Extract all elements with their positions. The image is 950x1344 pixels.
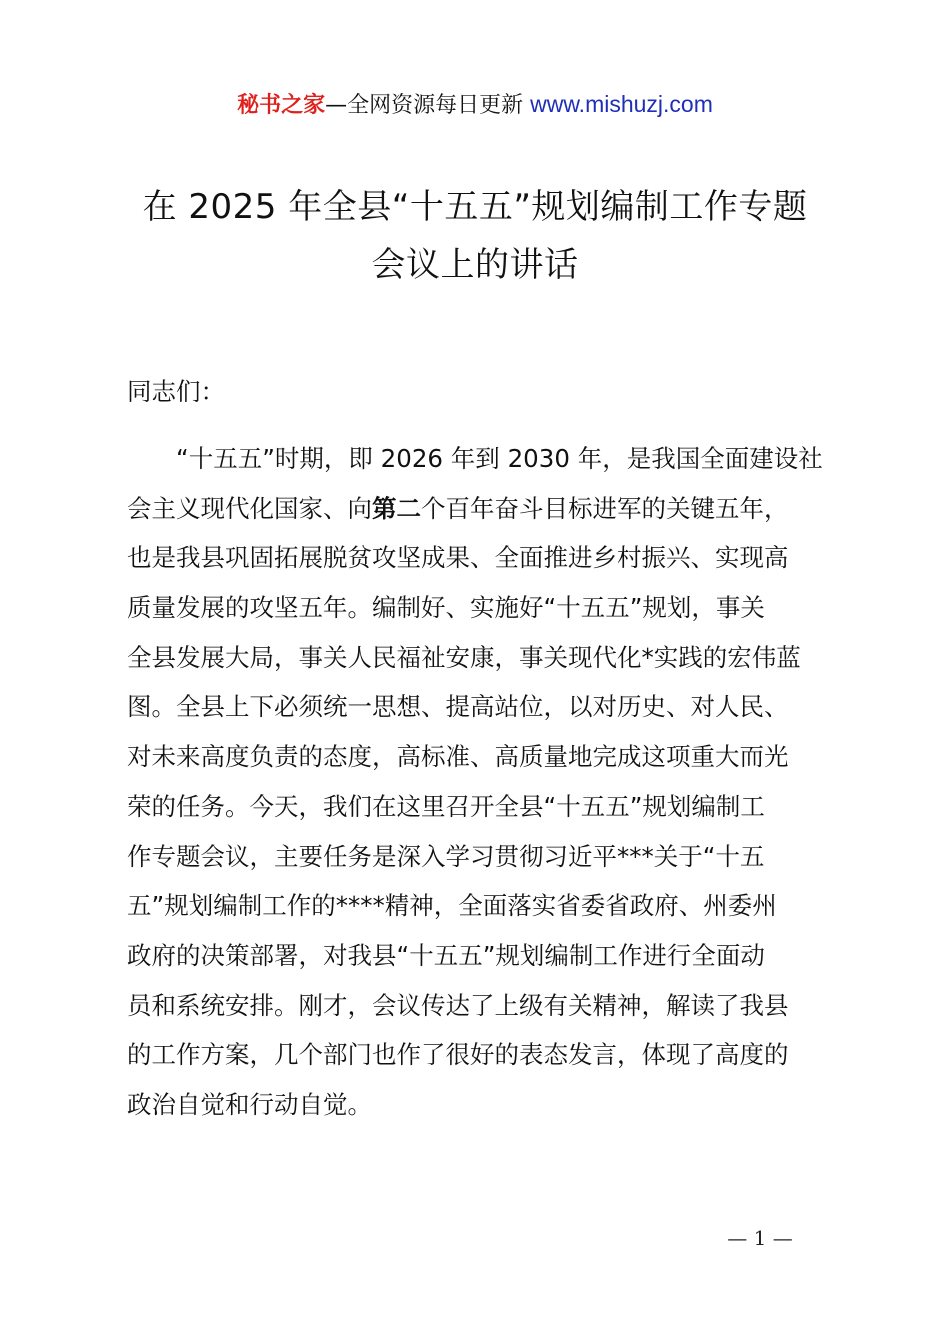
paragraph-line — [127, 484, 837, 534]
brand-name: 秘书之家 — [237, 93, 326, 118]
paragraph-line: 政治自觉和行动自觉。 — [127, 1089, 372, 1119]
page-number: — 1 — — [727, 1226, 793, 1250]
site-banner — [0, 86, 950, 124]
paragraph-line: 全县发展大局，事关人民福祉安康，事关现代化*实践的宏伟蓝 — [127, 642, 801, 672]
paragraph-line: 质量发展的攻坚五年。编制好、实施好“十五五”规划，事关 — [127, 593, 765, 623]
banner-tagline: —全网资源每日更新 — [325, 93, 531, 118]
document-title — [60, 178, 890, 294]
paragraph-line: 的工作方案，几个部门也作了很好的表态发言，体现了高度的 — [127, 1040, 789, 1070]
paragraph-line: 图。全县上下必须统一思想、提高站位，以对历史、对人民、 — [127, 692, 789, 722]
salutation: 同志们： — [127, 377, 225, 406]
title-line-2: 会议上的讲话 — [371, 245, 579, 285]
paragraph-line: 作专题会议，主要任务是深入学习贯彻习近平***关于“十五 — [127, 841, 765, 871]
paragraph-text: 个百年奋斗目标进军的关键五年， — [421, 493, 789, 523]
site-url-link[interactable]: www.mishuzj.com — [530, 91, 713, 117]
paragraph-line: 员和系统安排。刚才，会议传达了上级有关精神，解读了我县 — [127, 990, 789, 1020]
paragraph-line: 政府的决策部署，对我县“十五五”规划编制工作进行全面动 — [127, 940, 765, 970]
title-line-1: 在 2025 年全县“十五五”规划编制工作专题 — [142, 187, 808, 227]
paragraph-line: 对未来高度负责的态度，高标准、高质量地完成这项重大而光 — [127, 742, 789, 772]
paragraph-line: 五”规划编制工作的****精神，全面落实省委省政府、州委州 — [127, 891, 777, 921]
paragraph-line: 荣的任务。今天，我们在这里召开全县“十五五”规划编制工 — [127, 791, 765, 821]
body-paragraph — [127, 434, 837, 1130]
bold-emphasis: 第二 — [372, 493, 421, 523]
paragraph-line: “十五五”时期，即 2026 年到 2030 年，是我国全面建设社 — [176, 444, 823, 473]
paragraph-line: 也是我县巩固拓展脱贫攻坚成果、全面推进乡村振兴、实现高 — [127, 543, 789, 573]
paragraph-text: 会主义现代化国家、向 — [127, 493, 372, 523]
